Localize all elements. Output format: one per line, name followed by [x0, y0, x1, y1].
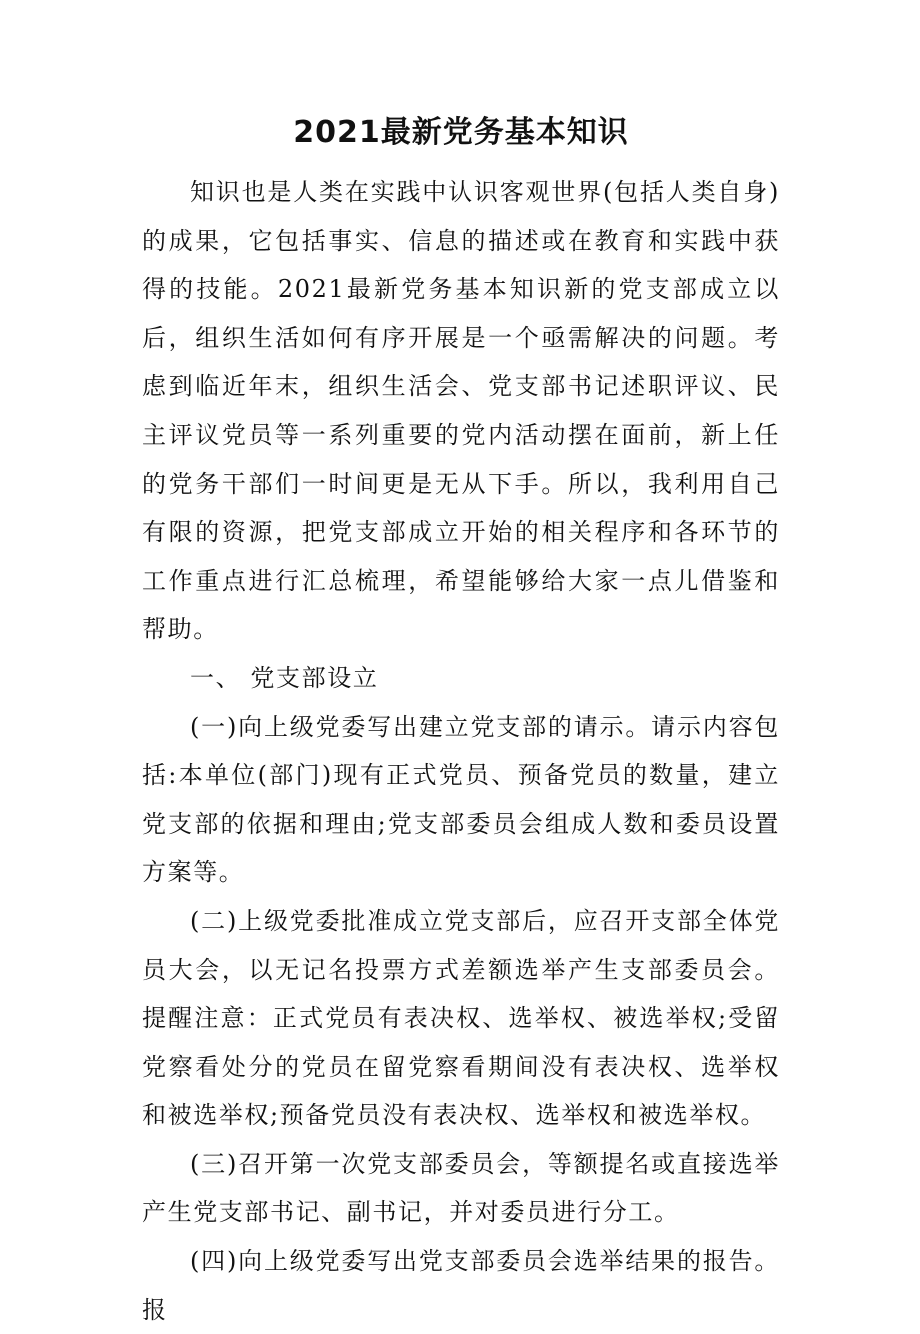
step-3-paragraph: (三)召开第一次党支部委员会，等额提名或直接选举产生党支部书记、副书记，并对委员进行分工。	[142, 1149, 780, 1227]
section-heading-branch-setup: 一、 党支部设立	[190, 663, 379, 692]
step-4-paragraph: (四)向上级党委写出党支部委员会选举结果的报告。报	[142, 1247, 780, 1324]
intro-paragraph: 知识也是人类在实践中认识客观世界(包括人类自身)的成果，它包括事实、信息的描述或在教育和实践中获得的技能。2021最新党务基本知识新的党支部成立以后，组织生活如何有序开展是一个亟需解决的问题。考虑到临近年末，组织生活会、党支部书记述职评议、民主评议党员等一系列重要的党内活动摆在面前，新上任的党务干部们一时间更是无从下手。所以，我利用自己有限的资源，把党支部成立开始的相关程序和各环节的工作重点进行汇总梳理，希望能够给大家一点儿借鉴和帮助。	[142, 178, 780, 644]
step-2-paragraph: (二)上级党委批准成立党支部后，应召开支部全体党员大会，以无记名投票方式差额选举产生支部委员会。提醒注意：正式党员有表决权、选举权、被选举权;受留党察看处分的党员在留党察看期间没有表决权、选举权和被选举权;预备党员没有表决权、选举权和被选举权。	[142, 906, 780, 1130]
step-1-paragraph: (一)向上级党委写出建立党支部的请示。请示内容包括:本单位(部门)现有正式党员、预备党员的数量，建立党支部的依据和理由;党支部委员会组成人数和委员设置方案等。	[142, 712, 780, 887]
document-title: 2021最新党务基本知识	[293, 115, 629, 150]
